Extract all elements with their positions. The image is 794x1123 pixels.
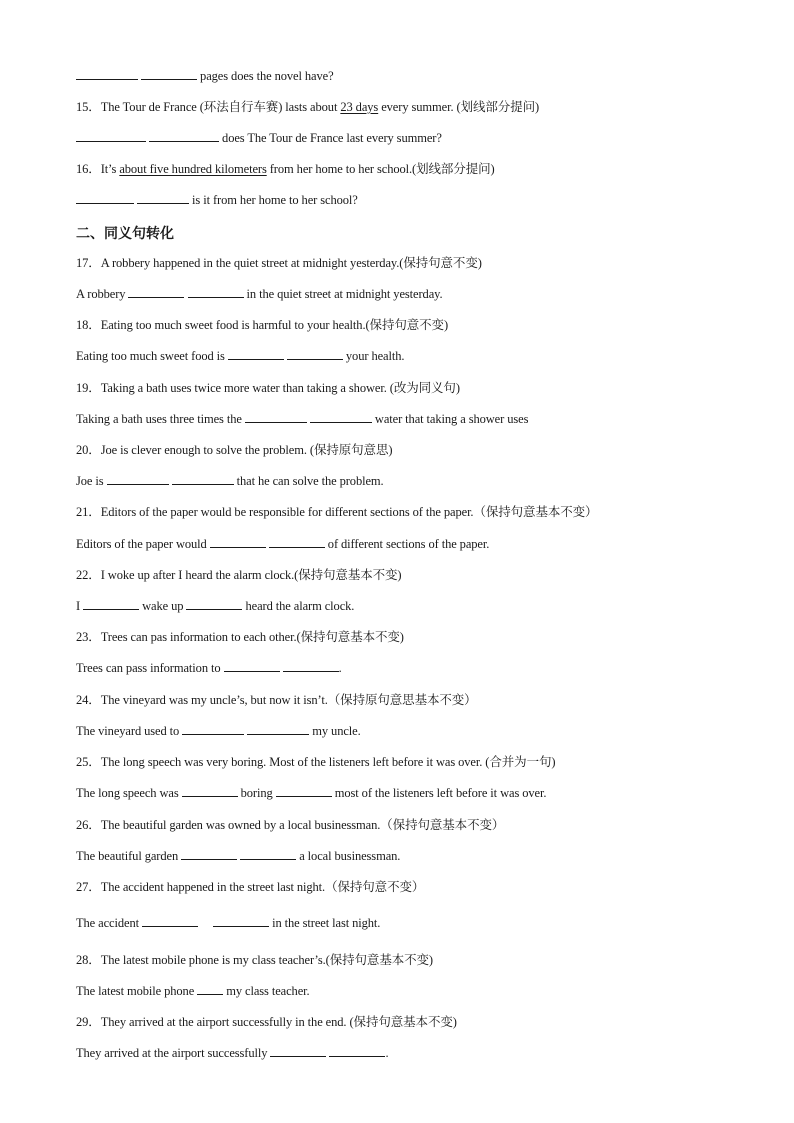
answer-line-23: Trees can pass information to . [76,661,342,675]
answer-line-19: Taking a bath uses three times the water that taking a shower uses [76,412,529,426]
answer-line-21: Editors of the paper would of different sections of the paper. [76,537,490,551]
blank[interactable] [188,286,244,298]
blank[interactable] [107,473,169,485]
answer-line-17: A robbery in the quiet street at midnight yesterday. [76,287,443,301]
answer-line-28: The latest mobile phone my class teacher. [76,984,310,998]
blank[interactable] [197,983,223,995]
blank[interactable] [213,915,269,927]
question-22: 22．I woke up after I heard the alarm clock.(保持句意基本不变) [76,568,402,582]
question-19: 19．Taking a bath uses twice more water than taking a shower. (改为同义句) [76,381,460,395]
blank[interactable] [310,411,372,423]
blank[interactable] [83,598,139,610]
blank[interactable] [210,536,266,548]
question-20: 20．Joe is clever enough to solve the problem. (保持原句意思) [76,443,393,457]
blank[interactable] [149,130,219,142]
blank[interactable] [141,68,197,80]
answer-line-16: is it from her home to her school? [76,192,358,208]
blank[interactable] [287,348,343,360]
blank[interactable] [128,286,184,298]
blank[interactable] [247,723,309,735]
underlined-phrase: 23 days [340,100,379,114]
blank[interactable] [76,68,138,80]
blank[interactable] [182,785,238,797]
answer-line-25: The long speech was boring most of the listeners left before it was over. [76,786,547,800]
question-25: 25．The long speech was very boring. Most of the listeners left before it was over. (合并为一句) [76,755,556,769]
answer-line-22: I wake up heard the alarm clock. [76,599,355,613]
answer-line-29: They arrived at the airport successfully . [76,1046,389,1060]
question-29: 29．They arrived at the airport successfully in the end. (保持句意基本不变) [76,1015,457,1029]
question-24: 24．The vineyard was my uncle’s, but now it isn’t.（保持原句意思基本不变） [76,693,477,707]
question-17: 17．A robbery happened in the quiet street at midnight yesterday.(保持句意不变) [76,256,482,270]
question-16: 16．It’s about five hundred kilometers from her home to her school.(划线部分提问) [76,162,495,176]
answer-line-24: The vineyard used to my uncle. [76,724,361,738]
question-27: 27．The accident happened in the street last night.（保持句意不变） [76,880,425,894]
underlined-phrase: about five hundred kilometers [119,162,267,176]
answer-line-18: Eating too much sweet food is your health. [76,349,405,363]
blank[interactable] [240,848,296,860]
blank[interactable] [329,1045,385,1057]
blank[interactable] [76,192,134,204]
question-18: 18．Eating too much sweet food is harmful to your health.(保持句意不变) [76,318,449,332]
answer-line-26: The beautiful garden a local businessman. [76,849,401,863]
blank[interactable] [142,915,198,927]
blank[interactable] [76,130,146,142]
question-21: 21．Editors of the paper would be responsible for different sections of the paper.（保持句意基本不变） [76,505,598,519]
blank[interactable] [172,473,234,485]
blank[interactable] [182,723,244,735]
question-15: 15．The Tour de France (环法自行车赛) lasts about 23 days every summer. (划线部分提问) [76,100,540,114]
blank[interactable] [224,660,280,672]
question-26: 26．The beautiful garden was owned by a local businessman.（保持句意基本不变） [76,818,505,832]
blank[interactable] [283,660,339,672]
blank[interactable] [270,1045,326,1057]
answer-line-27: The accident in the street last night. [76,916,381,930]
answer-line-14: pages does the novel have? [76,68,334,84]
question-28: 28．The latest mobile phone is my class teacher’s.(保持句意基本不变) [76,953,433,967]
question-23: 23．Trees can pas information to each other.(保持句意基本不变) [76,630,404,644]
answer-line-20: Joe is that he can solve the problem. [76,474,384,488]
blank[interactable] [228,348,284,360]
blank[interactable] [245,411,307,423]
blank[interactable] [181,848,237,860]
blank[interactable] [137,192,189,204]
blank[interactable] [276,785,332,797]
blank[interactable] [269,536,325,548]
section-heading: 二、同义句转化 [76,226,174,242]
blank[interactable] [186,598,242,610]
answer-line-15: does The Tour de France last every summer? [76,130,442,146]
